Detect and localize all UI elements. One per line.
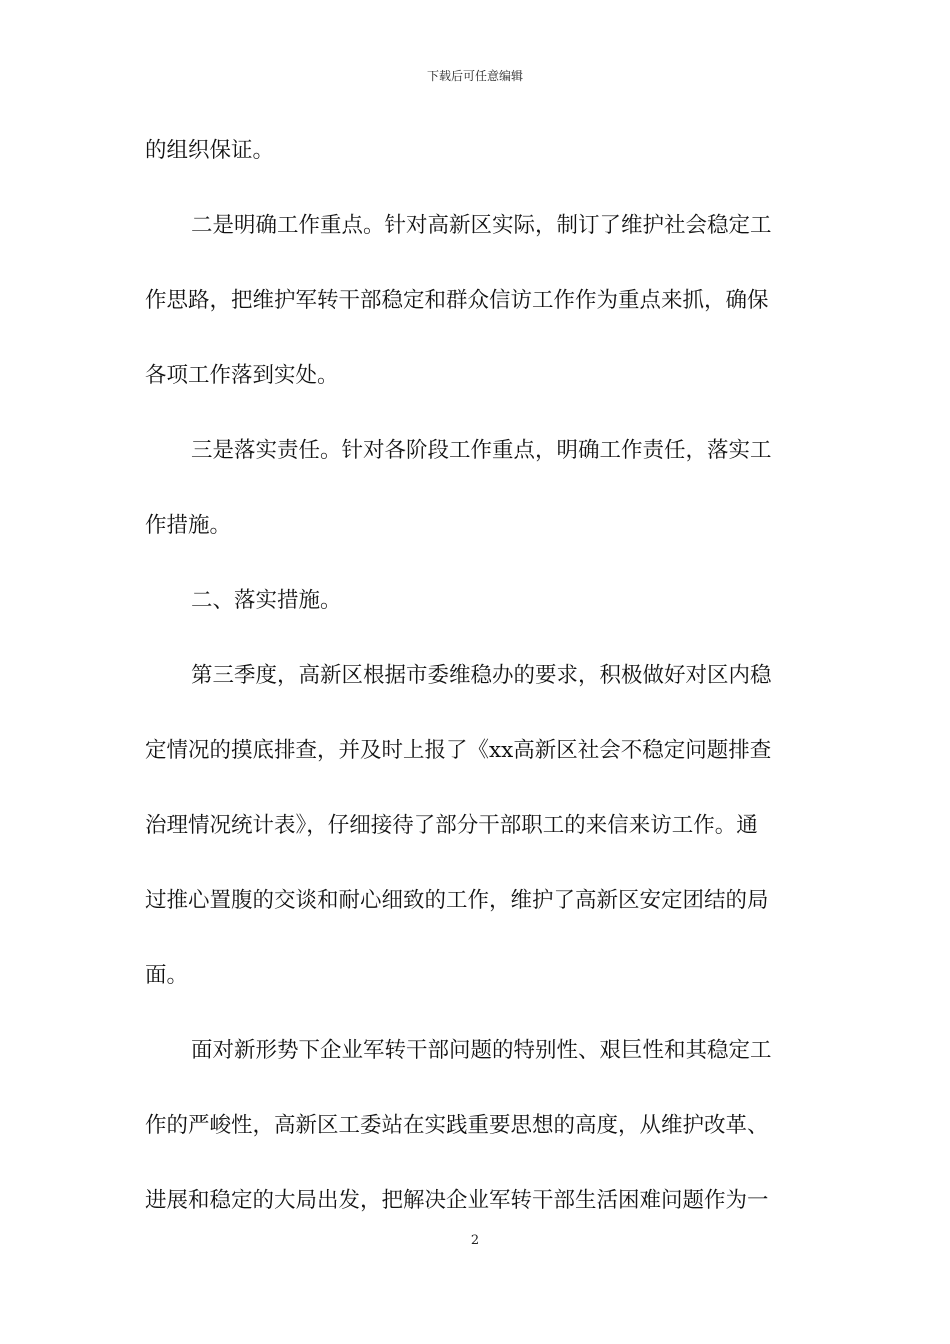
text-line: 过推心置腹的交谈和耐心细致的工作，维护了高新区安定团结的局: [145, 888, 769, 913]
text-line: 作措施。: [145, 513, 232, 538]
text-line: 进展和稳定的大局出发，把解决企业军转干部生活困难问题作为一: [145, 1188, 769, 1213]
paragraph: [145, 427, 807, 549]
text-line: 作的严峻性，高新区工委站在实践重要思想的高度，从维护改革、: [145, 1113, 769, 1138]
paragraph: [145, 652, 807, 999]
paragraph: [145, 127, 807, 174]
text-line: 各项工作落到实处。: [145, 363, 339, 388]
document-body: [145, 127, 807, 1224]
paragraph: [145, 1027, 807, 1224]
page-number: 2: [470, 1233, 480, 1248]
header-note: 下载后可任意编辑: [426, 69, 523, 83]
text-line: 作思路，把维护军转干部稳定和群众信访工作作为重点来抓，确保: [145, 288, 769, 313]
text-line: 的组织保证。: [145, 138, 275, 163]
text-line: 二是明确工作重点。针对高新区实际，制订了维护社会稳定工: [191, 213, 772, 238]
text-line: 三是落实责任。针对各阶段工作重点，明确工作责任，落实工: [191, 438, 772, 463]
text-line: 二、落实措施。: [191, 588, 342, 613]
text-line: 面。: [145, 963, 189, 988]
paragraph: [145, 202, 807, 399]
text-line: 定情况的摸底排查，并及时上报了《xx高新区社会不稳定问题排查: [145, 738, 772, 763]
section-heading: [145, 577, 807, 624]
text-line: 第三季度，高新区根据市委维稳办的要求，积极做好对区内稳: [191, 663, 772, 688]
text-line: 治理情况统计表》，仔细接待了部分干部职工的来信来访工作。通: [145, 813, 758, 838]
text-line: 面对新形势下企业军转干部问题的特别性、艰巨性和其稳定工: [191, 1038, 772, 1063]
